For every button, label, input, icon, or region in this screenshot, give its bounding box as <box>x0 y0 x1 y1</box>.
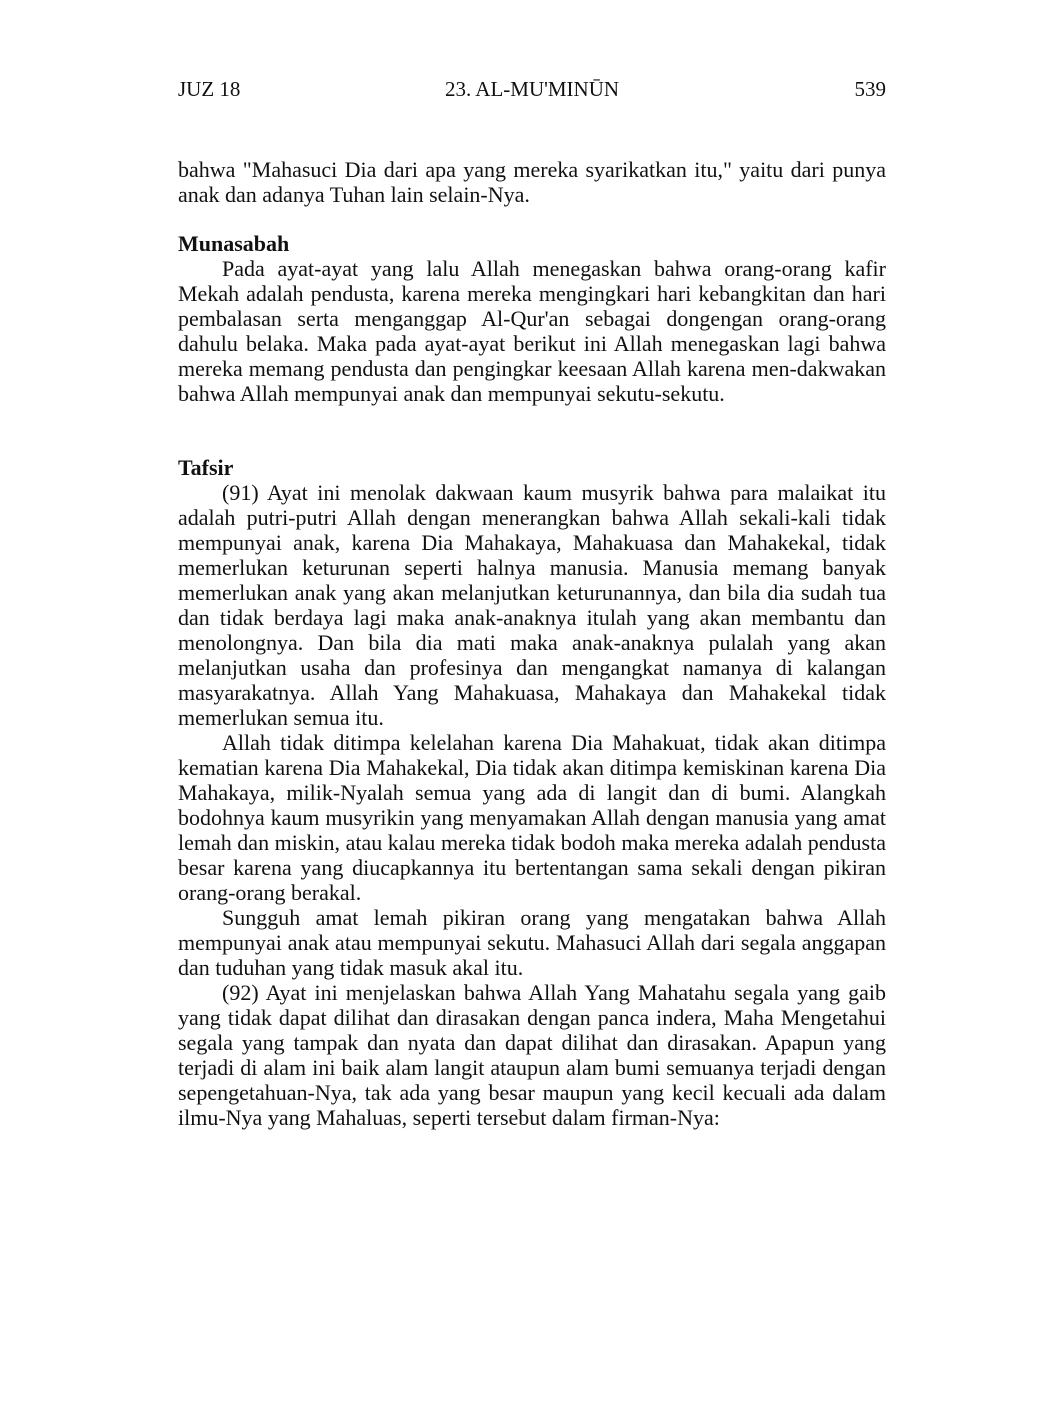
tafsir-paragraph: Sungguh amat lemah pikiran orang yang mengatakan bahwa Allah mempunyai anak atau mempunyai sekutu. Mahasuci Allah dari segala anggapan dan tuduhan yang tidak masuk akal itu. <box>178 905 886 980</box>
page-number: 539 <box>854 77 886 101</box>
munasabah-paragraph: Pada ayat-ayat yang lalu Allah menegaskan bahwa orang-orang kafir Mekah adalah pendusta, karena mereka mengingkari hari kebangkitan dan hari pembalasan serta menganggap Al-Qur'an sebagai dongengan orang-orang dahulu belaka. Maka pada ayat-ayat berikut ini Allah menegaskan lagi bahwa mereka memang pendusta dan pengingkar keesaan Allah karena men-dakwakan bahwa Allah mempunyai anak dan mempunyai sekutu-sekutu. <box>178 256 886 406</box>
page-header <box>178 76 886 102</box>
intro-paragraph: bahwa "Mahasuci Dia dari apa yang mereka syarikatkan itu," yaitu dari punya anak dan adanya Tuhan lain selain-Nya. <box>178 157 886 207</box>
tafsir-heading: Tafsir <box>178 455 234 480</box>
juz-label: JUZ 18 <box>178 77 241 101</box>
tafsir-paragraph: Allah tidak ditimpa kelelahan karena Dia Mahakuat, tidak akan ditimpa kematian karena Dia Mahakekal, Dia tidak akan ditimpa kemiskinan karena Dia Mahakaya, milik-Nyalah semua yang ada di langit dan di bumi. Alangkah bodohnya kaum musyrikin yang menyamakan Allah dengan manusia yang amat lemah dan miskin, atau kalau mereka tidak bodoh maka mereka adalah pendusta besar karena yang diucapkannya itu bertentangan sama sekali dengan pikiran orang-orang berakal. <box>178 730 886 905</box>
munasabah-heading: Munasabah <box>178 231 290 256</box>
tafsir-paragraph-91: (91) Ayat ini menolak dakwaan kaum musyrik bahwa para malaikat itu adalah putri-putri Allah dengan menerangkan bahwa Allah sekali-kali tidak mempunyai anak, karena Dia Mahakaya, Mahakuasa dan Mahakekal, tidak memerlukan keturunan seperti halnya manusia. Manusia memang banyak memerlukan anak yang akan melanjutkan keturunannya, dan bila dia sudah tua dan tidak berdaya lagi maka anak-anaknya itulah yang akan membantu dan menolongnya. Dan bila dia mati maka anak-anaknya pulalah yang akan melanjutkan usaha dan profesinya dan mengangkat namanya di kalangan masyarakatnya. Allah Yang Mahakuasa, Mahakaya dan Mahakekal tidak memerlukan semua itu. <box>178 480 886 730</box>
tafsir-paragraph-92: (92) Ayat ini menjelaskan bahwa Allah Yang Mahatahu segala yang gaib yang tidak dapat dilihat dan dirasakan dengan panca indera, Maha Mengetahui segala yang tampak dan nyata dan dapat dilihat dan dirasakan. Apapun yang terjadi di alam ini baik alam langit ataupun alam bumi semuanya terjadi dengan sepengetahuan-Nya, tak ada yang besar maupun yang kecil kecuali ada dalam ilmu-Nya yang Mahaluas, seperti tersebut dalam firman-Nya: <box>178 980 886 1130</box>
surah-title: 23. AL-MU'MINŪN <box>444 77 620 101</box>
page-body <box>178 157 886 1130</box>
